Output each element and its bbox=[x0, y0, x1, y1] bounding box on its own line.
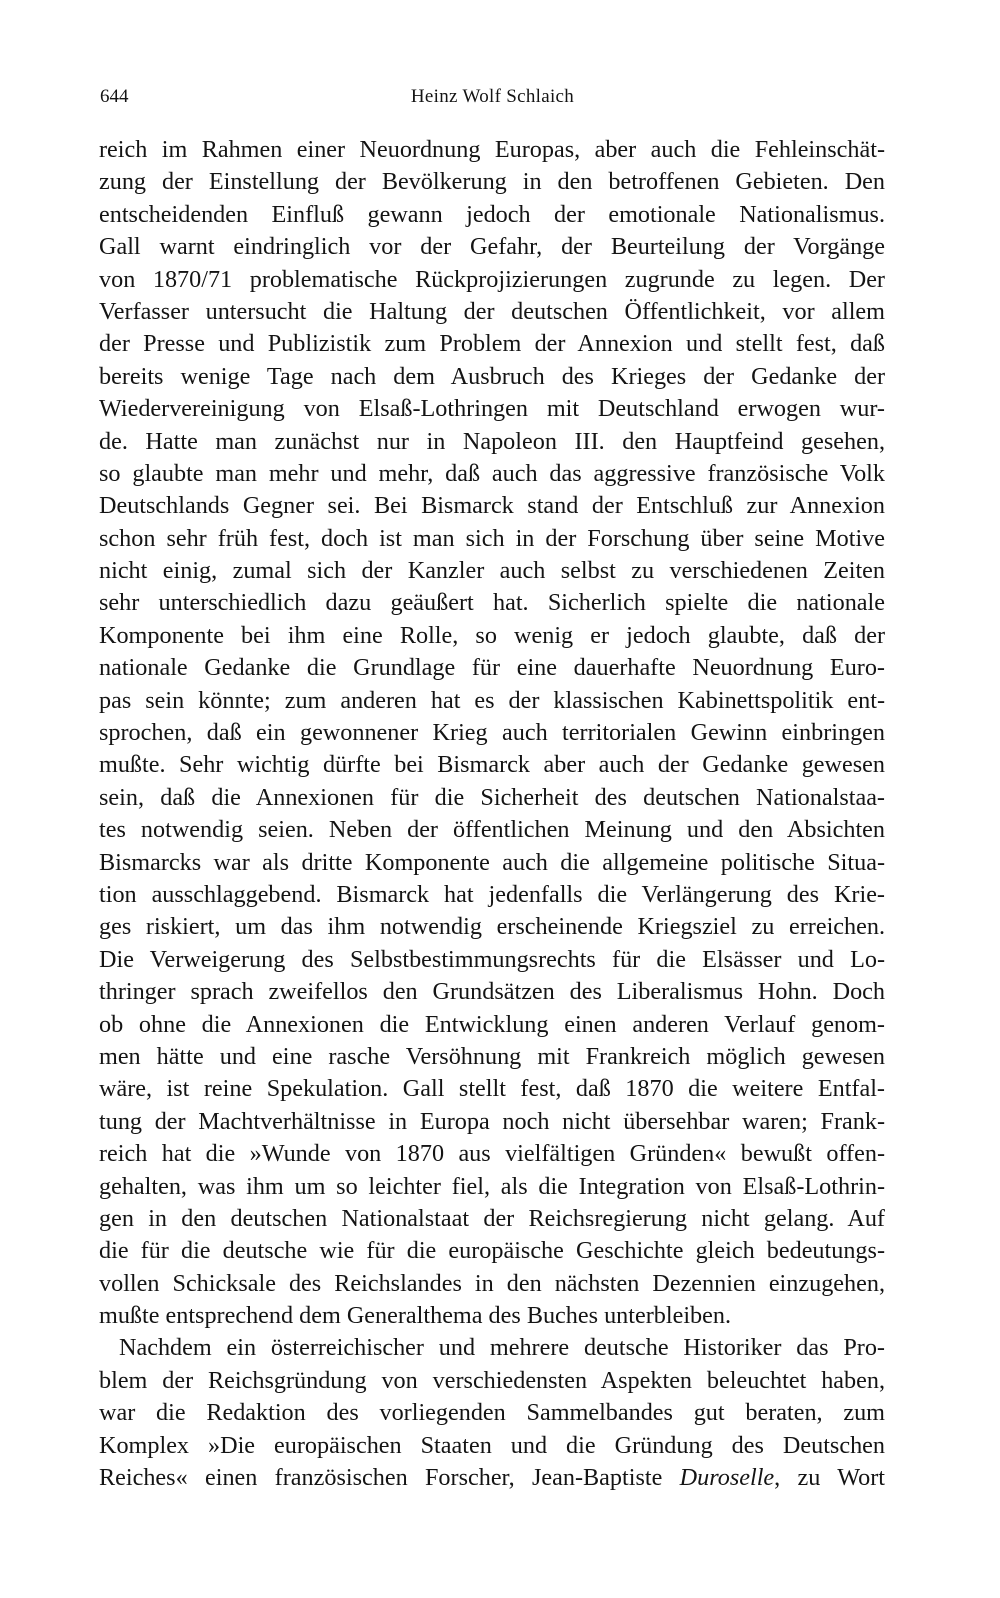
running-head: Heinz Wolf Schlaich bbox=[410, 86, 575, 107]
text-line: Gall warnt eindringlich vor der Gefahr, der Beurteilung der Vorgänge bbox=[99, 233, 885, 261]
text-line: reich hat die »Wunde von 1870 aus vielfältigen Gründen« bewußt offen- bbox=[99, 1140, 885, 1168]
author-name: Duroselle bbox=[679, 1464, 775, 1492]
text-line: nicht einig, zumal sich der Kanzler auch selbst zu verschiedenen Zeiten bbox=[99, 557, 885, 585]
page-header bbox=[100, 86, 885, 116]
text-line: mußte. Sehr wichtig dürfte bei Bismarck aber auch der Gedanke gewesen bbox=[99, 751, 885, 779]
text-line: tion ausschlaggebend. Bismarck hat jedenfalls die Verlängerung des Krie- bbox=[99, 880, 885, 908]
text-line: tes notwendig seien. Neben der öffentlichen Meinung und den Absichten bbox=[99, 816, 885, 844]
text-segment: , zu Wort bbox=[774, 1464, 886, 1492]
text-line: so glaubte man mehr und mehr, daß auch das aggressive französische Volk bbox=[99, 459, 885, 487]
text-segment: Reiches« einen französischen Forscher, Jean-Baptiste bbox=[99, 1464, 680, 1492]
text-line: ges riskiert, um das ihm notwendig erscheinende Kriegsziel zu erreichen. bbox=[99, 913, 885, 941]
text-line: Bismarcks war als dritte Komponente auch die allgemeine politische Situa- bbox=[99, 848, 885, 876]
text-line: gen in den deutschen Nationalstaat der Reichsregierung nicht gelang. Auf bbox=[99, 1204, 885, 1232]
page-number: 644 bbox=[100, 86, 129, 107]
text-line: blem der Reichsgründung von verschiedensten Aspekten beleuchtet haben, bbox=[99, 1366, 885, 1394]
text-line: bereits wenige Tage nach dem Ausbruch des Krieges der Gedanke der bbox=[99, 362, 885, 390]
text-line: mußte entsprechend dem Generalthema des Buches unterbleiben. bbox=[99, 1302, 732, 1330]
text-line: schon sehr früh fest, doch ist man sich in der Forschung über seine Motive bbox=[99, 524, 885, 552]
text-line: Nachdem ein österreichischer und mehrere deutsche Historiker das Pro- bbox=[119, 1334, 885, 1362]
text-line: entscheidenden Einfluß gewann jedoch der emotionale Nationalismus. bbox=[99, 200, 885, 228]
text-line: Wiedervereinigung von Elsaß-Lothringen mit Deutschland erwogen wur- bbox=[99, 395, 885, 423]
text-line: der Presse und Publizistik zum Problem der Annexion und stellt fest, daß bbox=[99, 330, 885, 358]
text-line: nationale Gedanke die Grundlage für eine dauerhafte Neuordnung Euro- bbox=[99, 654, 885, 682]
text-line: sehr unterschiedlich dazu geäußert hat. Sicherlich spielte die nationale bbox=[99, 589, 885, 617]
paragraph bbox=[99, 134, 885, 1332]
text-line: Verfasser untersucht die Haltung der deutschen Öffentlichkeit, vor allem bbox=[99, 297, 885, 325]
body-text bbox=[99, 134, 885, 1494]
text-line: thringer sprach zweifellos den Grundsätzen des Liberalismus Hohn. Doch bbox=[99, 978, 885, 1006]
text-line: tung der Machtverhältnisse in Europa noch nicht übersehbar waren; Frank- bbox=[99, 1107, 885, 1135]
text-line bbox=[99, 1462, 885, 1494]
text-line: sprochen, daß ein gewonnener Krieg auch territorialen Gewinn einbringen bbox=[99, 719, 885, 747]
text-line: pas sein könnte; zum anderen hat es der klassischen Kabinettspolitik ent- bbox=[99, 686, 885, 714]
text-line: war die Redaktion des vorliegenden Sammelbandes gut beraten, zum bbox=[99, 1399, 885, 1427]
text-line: zung der Einstellung der Bevölkerung in den betroffenen Gebieten. Den bbox=[99, 168, 885, 196]
text-line: Komplex »Die europäischen Staaten und die Gründung des Deutschen bbox=[99, 1431, 885, 1459]
text-line: Komponente bei ihm eine Rolle, so wenig er jedoch glaubte, daß der bbox=[99, 621, 885, 649]
text-line: Deutschlands Gegner sei. Bei Bismarck stand der Entschluß zur Annexion bbox=[99, 492, 885, 520]
text-line: de. Hatte man zunächst nur in Napoleon III. den Hauptfeind gesehen, bbox=[99, 427, 885, 455]
paragraph bbox=[99, 1332, 885, 1494]
text-line: gehalten, was ihm um so leichter fiel, als die Integration von Elsaß-Lothrin- bbox=[99, 1172, 885, 1200]
text-line: sein, daß die Annexionen für die Sicherheit des deutschen Nationalstaa- bbox=[99, 783, 885, 811]
text-line: men hätte und eine rasche Versöhnung mit Frankreich möglich gewesen bbox=[99, 1042, 885, 1070]
text-line: Die Verweigerung des Selbstbestimmungsrechts für die Elsässer und Lo- bbox=[99, 945, 885, 973]
text-line: reich im Rahmen einer Neuordnung Europas, aber auch die Fehleinschät- bbox=[99, 136, 885, 163]
text-line: die für die deutsche wie für die europäische Geschichte gleich bedeutungs- bbox=[99, 1237, 885, 1265]
text-line: vollen Schicksale des Reichslandes in den nächsten Dezennien einzugehen, bbox=[99, 1269, 885, 1297]
text-line: ob ohne die Annexionen die Entwicklung einen anderen Verlauf genom- bbox=[99, 1010, 885, 1038]
text-line: wäre, ist reine Spekulation. Gall stellt fest, daß 1870 die weitere Entfal- bbox=[99, 1075, 885, 1103]
text-line: von 1870/71 problematische Rückprojizierungen zugrunde zu legen. Der bbox=[99, 265, 885, 293]
